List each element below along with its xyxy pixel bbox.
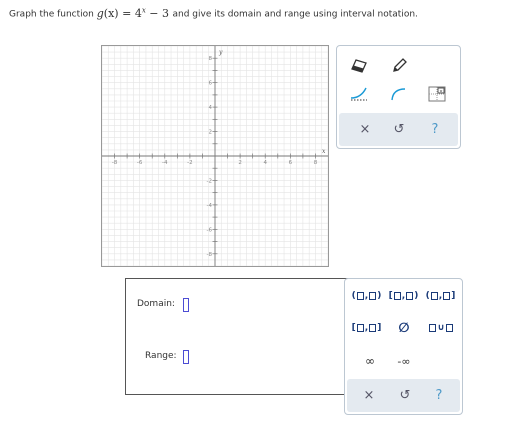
placeholder-box [406,292,413,300]
minus-term: − 3 [149,6,169,20]
left-paren: ( [425,291,430,301]
placeholder-box [394,292,401,300]
help-button[interactable] [415,113,455,146]
y-tick-label: 4 [208,105,212,112]
comma: , [364,291,369,301]
right-bracket: ] [377,323,382,333]
function-arg: (x) [103,6,119,20]
y-tick-label: -4 [206,202,212,209]
placeholder-box [357,292,364,300]
placeholder-box [369,324,376,332]
graph-canvas[interactable] [101,45,329,267]
question-prefix: Graph the function [9,9,94,20]
graph-toolbar [336,45,461,149]
comma: , [438,291,443,301]
infinity-icon: ∞ [365,354,375,368]
help-label: ? [435,388,443,403]
y-tick-label: 2 [208,129,212,136]
exponent: x [141,6,146,14]
question-suffix: and give its domain and range using interval notation. [172,9,418,20]
pencil-icon[interactable] [385,54,413,78]
x-tick-label: 2 [238,160,242,166]
y-tick-label: -8 [206,251,212,258]
clear-label: × [363,388,375,403]
equals-sign: = [122,6,132,20]
union-icon: ∪ [437,323,445,333]
right-paren: ) [377,291,382,301]
clear-label: × [359,122,371,137]
function-name: g [96,6,104,20]
x-tick-label: 8 [313,160,318,166]
placeholder-box [443,292,450,300]
clear-button[interactable] [349,379,389,412]
left-bracket: [ [351,323,356,333]
exponent-base: 4 [134,6,142,20]
empty-set-icon: ∅ [398,320,410,336]
domain-label: Domain: [137,299,175,309]
placeholder-box [446,324,453,332]
coordinate-grid[interactable] [102,46,328,266]
left-bracket: [ [388,291,393,301]
interval-toolbar [344,278,463,415]
help-label: ? [431,122,439,137]
eraser-icon[interactable] [345,54,373,78]
infinity-button[interactable] [359,353,381,369]
x-axis-label: x [322,148,326,155]
range-input[interactable] [183,350,189,364]
y-tick-label: -6 [206,227,212,234]
help-button[interactable] [419,379,459,412]
y-tick-label: 8 [208,56,212,63]
closed-closed-interval-button[interactable] [350,321,383,335]
left-paren: ( [351,291,356,301]
right-bracket: ] [451,291,456,301]
domain-input[interactable] [183,298,189,312]
grid-function-icon[interactable] [423,82,451,106]
x-tick-label: 4 [263,160,267,166]
placeholder-box [369,292,376,300]
union-button[interactable] [427,321,455,335]
y-tick-label: -2 [206,178,212,185]
y-axis-label: y [219,49,223,56]
svg-text:×: × [439,89,443,95]
neg-infinity-button[interactable] [391,353,417,369]
open-open-interval-button[interactable] [350,289,383,303]
x-tick-label: -8 [111,160,118,166]
x-tick-label: -2 [187,160,193,166]
comma: , [364,323,369,333]
answer-panel [125,278,356,395]
x-tick-label: -4 [162,160,168,166]
closed-open-interval-button[interactable] [387,289,420,303]
dotted-exponential-icon[interactable] [345,82,373,106]
placeholder-box [429,324,436,332]
question-text [9,6,418,20]
undo-label: ↺ [393,122,405,137]
neg-infinity-icon: -∞ [397,354,411,368]
empty-set-button[interactable] [391,320,417,336]
undo-label: ↺ [399,388,411,403]
x-tick-label: 6 [288,160,293,166]
open-closed-interval-button[interactable] [424,289,457,303]
interval-toolbar-footer [347,379,460,412]
function-expression [97,7,173,20]
y-tick-label: 6 [208,80,212,87]
right-paren: ) [414,291,419,301]
range-label: Range: [145,351,177,361]
x-tick-label: -6 [136,160,143,166]
graph-toolbar-footer [339,113,458,146]
comma: , [401,291,406,301]
undo-button[interactable] [379,113,419,146]
placeholder-box [357,324,364,332]
placeholder-box [431,292,438,300]
exponential-curve-icon[interactable] [385,82,413,106]
